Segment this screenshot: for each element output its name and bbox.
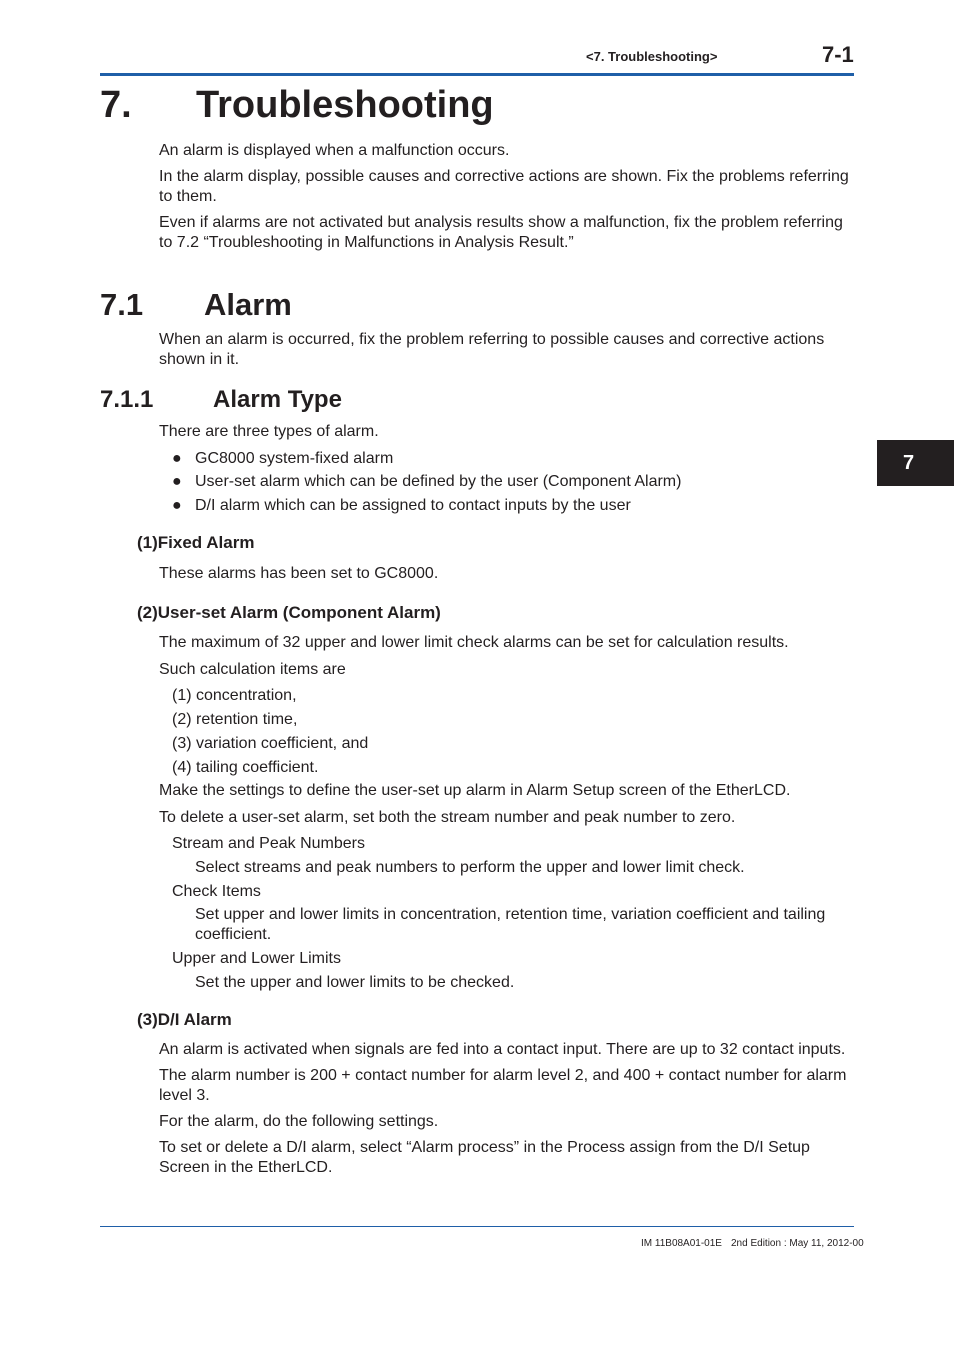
di-paragraph: An alarm is activated when signals are fed into a contact input. There are up to 32 contact inputs. (159, 1041, 846, 1058)
definition-term: Check Items (172, 883, 261, 900)
definition-term: Stream and Peak Numbers (172, 835, 365, 852)
chapter-paragraph: In the alarm display, possible causes and corrective actions are shown. Fix the problems referring to them. (159, 168, 849, 205)
di-paragraph: To set or delete a D/I alarm, select “Alarm process” in the Process assign from the D/I Setup Screen in the EtherLCD. (159, 1139, 810, 1176)
list-item: (1) concentration, (172, 687, 297, 704)
running-header-section: <7. Troubleshooting> (586, 49, 718, 64)
chapter-number: 7. (100, 84, 132, 126)
di-alarm-heading: (3)D/I Alarm (137, 1010, 232, 1029)
chapter-paragraph: An alarm is displayed when a malfunction occurs. (159, 142, 510, 159)
bullet-glyph: ● (172, 450, 182, 467)
footer-doc-id: IM 11B08A01-01E (641, 1238, 722, 1249)
definition-desc: Set the upper and lower limits to be checked. (195, 974, 515, 991)
header-rule (100, 73, 854, 76)
definition-desc: Set upper and lower limits in concentration, retention time, variation coefficient and tailing coefficient. (195, 906, 826, 943)
chapter-title: Troubleshooting (196, 84, 494, 126)
subsection-intro: There are three types of alarm. (159, 423, 379, 440)
section-number: 7.1 (100, 287, 144, 322)
di-paragraph: For the alarm, do the following settings. (159, 1113, 439, 1130)
list-item: D/I alarm which can be assigned to contact inputs by the user (195, 497, 631, 514)
footer-rule (100, 1226, 854, 1227)
userset-paragraph: Make the settings to define the user-set up alarm in Alarm Setup screen of the EtherLCD. (159, 782, 791, 799)
list-item: (3) variation coefficient, and (172, 735, 369, 752)
userset-paragraph: The maximum of 32 upper and lower limit check alarms can be set for calculation results. (159, 634, 789, 651)
userset-paragraph: To delete a user-set alarm, set both the stream number and peak number to zero. (159, 809, 736, 826)
di-paragraph: The alarm number is 200 + contact number for alarm level 2, and 400 + contact number for alarm level 3. (159, 1067, 847, 1104)
list-item: (4) tailing coefficient. (172, 759, 319, 776)
list-item: (2) retention time, (172, 711, 298, 728)
list-item: GC8000 system-fixed alarm (195, 450, 394, 467)
userset-alarm-heading: (2)User-set Alarm (Component Alarm) (137, 603, 441, 622)
section-paragraph: When an alarm is occurred, fix the problem referring to possible causes and corrective actions shown in it. (159, 331, 825, 368)
definition-desc: Select streams and peak numbers to perform the upper and lower limit check. (195, 859, 745, 876)
bullet-glyph: ● (172, 497, 182, 514)
chapter-tab: 7 (877, 440, 954, 486)
definition-term: Upper and Lower Limits (172, 950, 341, 967)
subsection-number: 7.1.1 (100, 386, 154, 413)
chapter-paragraph: Even if alarms are not activated but analysis results show a malfunction, fix the problem referring to 7.2 “Troubleshooting in Malfunctions in Analysis Result.” (159, 214, 843, 251)
list-item: User-set alarm which can be defined by the user (Component Alarm) (195, 473, 682, 490)
fixed-alarm-heading: (1)Fixed Alarm (137, 533, 255, 552)
fixed-alarm-paragraph: These alarms has been set to GC8000. (159, 565, 439, 582)
footer-edition: 2nd Edition : May 11, 2012-00 (731, 1238, 864, 1249)
userset-paragraph: Such calculation items are (159, 661, 346, 678)
bullet-glyph: ● (172, 473, 182, 490)
section-title: Alarm (204, 287, 292, 322)
subsection-title: Alarm Type (213, 386, 342, 413)
page-number: 7-1 (822, 42, 854, 67)
